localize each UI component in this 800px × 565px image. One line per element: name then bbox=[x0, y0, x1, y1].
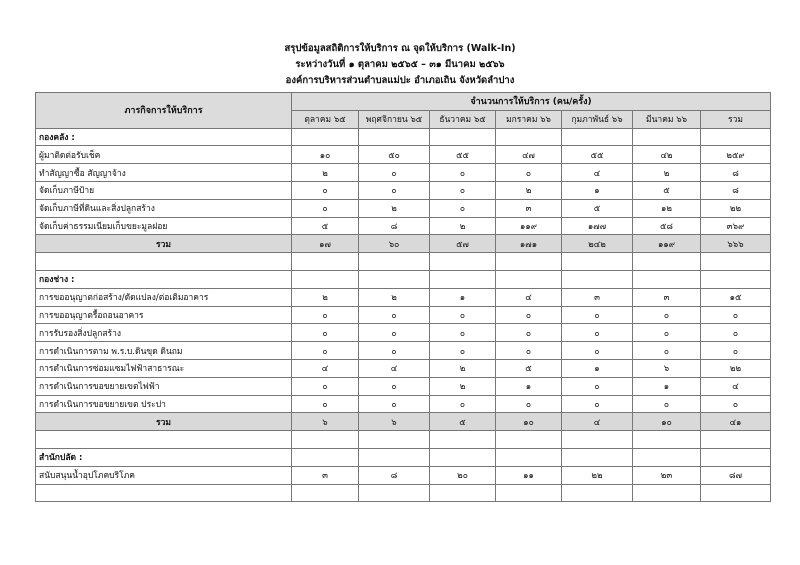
section-name: สำนักปลัด : bbox=[36, 448, 292, 466]
value-cell: ๑ bbox=[562, 359, 633, 377]
value-cell: ๓ bbox=[292, 466, 359, 484]
value-cell: ๔๒ bbox=[633, 146, 701, 164]
value-cell: ๑๕ bbox=[701, 288, 771, 306]
value-cell: ๓ bbox=[633, 288, 701, 306]
value-cell: ๖ bbox=[633, 359, 701, 377]
blank-cell bbox=[633, 431, 701, 449]
blank-row bbox=[36, 253, 771, 271]
value-cell: ๒๓ bbox=[633, 466, 701, 484]
blank-cell bbox=[430, 253, 496, 271]
blank-cell bbox=[292, 448, 359, 466]
row-label: ผู้มาติดต่อรับเช็ค bbox=[36, 146, 292, 164]
value-cell: ๒ bbox=[430, 217, 496, 235]
blank-cell bbox=[496, 253, 562, 271]
value-cell: ๐ bbox=[633, 306, 701, 324]
blank-cell bbox=[562, 431, 633, 449]
value-cell: ๑ bbox=[562, 181, 633, 199]
blank-cell bbox=[633, 128, 701, 146]
blank-cell bbox=[430, 431, 496, 449]
value-cell: ๕๘ bbox=[633, 217, 701, 235]
value-cell: ๓ bbox=[562, 288, 633, 306]
total-label: รวม bbox=[36, 235, 292, 253]
month-header: ตุลาคม ๖๕ bbox=[292, 110, 359, 128]
value-cell: ๐ bbox=[292, 199, 359, 217]
blank-cell bbox=[496, 484, 562, 502]
value-cell: ๘ bbox=[359, 466, 430, 484]
table-row bbox=[36, 466, 771, 484]
blank-cell bbox=[359, 128, 430, 146]
value-cell: ๐ bbox=[633, 324, 701, 342]
value-cell: ๓ bbox=[496, 199, 562, 217]
blank-cell bbox=[633, 253, 701, 271]
blank-cell bbox=[633, 270, 701, 288]
total-cell: ๕๗ bbox=[430, 235, 496, 253]
table-body bbox=[36, 128, 771, 502]
value-cell: ๐ bbox=[496, 342, 562, 360]
table-row bbox=[36, 217, 771, 235]
value-cell: ๐ bbox=[359, 342, 430, 360]
value-cell: ๘ bbox=[701, 181, 771, 199]
value-cell: ๕๕ bbox=[562, 146, 633, 164]
total-cell: ๖๖๖ bbox=[701, 235, 771, 253]
blank-cell bbox=[701, 253, 771, 271]
blank-cell bbox=[496, 270, 562, 288]
value-cell: ๕๕ bbox=[430, 146, 496, 164]
table-row bbox=[36, 199, 771, 217]
total-cell: ๔๑ bbox=[701, 413, 771, 431]
total-cell: ๖ bbox=[359, 413, 430, 431]
total-row bbox=[36, 413, 771, 431]
value-cell: ๘๗ bbox=[701, 466, 771, 484]
value-cell: ๑ bbox=[430, 288, 496, 306]
value-cell: ๐ bbox=[430, 306, 496, 324]
blank-cell bbox=[292, 128, 359, 146]
value-cell: ๔ bbox=[292, 359, 359, 377]
value-cell: ๐ bbox=[562, 395, 633, 413]
value-cell: ๒๒ bbox=[701, 199, 771, 217]
value-cell: ๐ bbox=[430, 181, 496, 199]
total-cell: ๒๔๒ bbox=[562, 235, 633, 253]
blank-cell bbox=[292, 484, 359, 502]
total-header: รวม bbox=[701, 110, 771, 128]
value-cell: ๕ bbox=[496, 359, 562, 377]
value-cell: ๐ bbox=[292, 342, 359, 360]
blank-cell bbox=[359, 448, 430, 466]
report-organization: องค์การบริหารส่วนตำบลแม่ปะ อำเภอเถิน จังหวัดลำปาง bbox=[285, 75, 515, 86]
value-cell: ๒ bbox=[359, 288, 430, 306]
blank-cell bbox=[359, 431, 430, 449]
value-cell: ๒ bbox=[633, 164, 701, 182]
total-cell: ๔ bbox=[562, 413, 633, 431]
month-header: กุมภาพันธ์ ๖๖ bbox=[562, 110, 633, 128]
month-header: มกราคม ๖๖ bbox=[496, 110, 562, 128]
value-cell: ๒ bbox=[430, 359, 496, 377]
value-cell: ๑ bbox=[633, 377, 701, 395]
section-header-row bbox=[36, 128, 771, 146]
value-cell: ๐ bbox=[430, 199, 496, 217]
blank-cell bbox=[633, 448, 701, 466]
row-label: จัดเก็บภาษีที่ดินและสิ่งปลูกสร้าง bbox=[36, 199, 292, 217]
report-title: สรุปข้อมูลสถิติการให้บริการ ณ จุดให้บริการ (Walk-In) bbox=[284, 43, 516, 54]
section-name: กองช่าง : bbox=[36, 270, 292, 288]
report-period: ระหว่างวันที่ ๑ ตุลาคม ๒๕๖๕ – ๓๑ มีนาคม ๒๕๖๖ bbox=[295, 59, 505, 70]
blank-cell bbox=[359, 270, 430, 288]
blank-cell bbox=[633, 484, 701, 502]
value-cell: ๕๐ bbox=[359, 146, 430, 164]
value-cell: ๒ bbox=[430, 377, 496, 395]
total-cell: ๑๗ bbox=[292, 235, 359, 253]
table-row bbox=[36, 164, 771, 182]
blank-cell bbox=[701, 128, 771, 146]
table-row bbox=[36, 181, 771, 199]
blank-cell bbox=[701, 431, 771, 449]
month-header: มีนาคม ๖๖ bbox=[633, 110, 701, 128]
value-cell: ๒ bbox=[292, 164, 359, 182]
row-label: การขออนุญาตก่อสร้าง/ดัดแปลง/ต่อเติมอาคาร bbox=[36, 288, 292, 306]
total-cell: ๖๐ bbox=[359, 235, 430, 253]
blank-cell bbox=[36, 484, 292, 502]
blank-cell bbox=[562, 270, 633, 288]
value-cell: ๑๑ bbox=[496, 466, 562, 484]
total-cell: ๑๗๑ bbox=[496, 235, 562, 253]
value-cell: ๐ bbox=[359, 377, 430, 395]
value-cell: ๑๗๗ bbox=[562, 217, 633, 235]
row-label: ทำสัญญาซื้อ สัญญาจ้าง bbox=[36, 164, 292, 182]
blank-cell bbox=[496, 431, 562, 449]
value-cell: ๒ bbox=[496, 181, 562, 199]
row-label: การดำเนินการขอขยายเขตไฟฟ้า bbox=[36, 377, 292, 395]
blank-cell bbox=[36, 431, 292, 449]
value-cell: ๕ bbox=[633, 181, 701, 199]
value-cell: ๒๕๙ bbox=[701, 146, 771, 164]
value-cell: ๐ bbox=[359, 395, 430, 413]
value-cell: ๑๑๙ bbox=[496, 217, 562, 235]
total-cell: ๑๑๙ bbox=[633, 235, 701, 253]
value-cell: ๐ bbox=[496, 164, 562, 182]
value-cell: ๐ bbox=[292, 181, 359, 199]
report-title-block bbox=[0, 41, 800, 89]
value-cell: ๐ bbox=[633, 395, 701, 413]
total-label: รวม bbox=[36, 413, 292, 431]
blank-cell bbox=[430, 448, 496, 466]
value-cell: ๒ bbox=[359, 199, 430, 217]
value-cell: ๐ bbox=[633, 342, 701, 360]
value-cell: ๐ bbox=[701, 324, 771, 342]
value-cell: ๕ bbox=[292, 217, 359, 235]
service-statistics-table bbox=[35, 92, 771, 502]
value-cell: ๒๒ bbox=[701, 359, 771, 377]
blank-cell bbox=[496, 448, 562, 466]
value-cell: ๐ bbox=[359, 324, 430, 342]
total-cell: ๑๐ bbox=[633, 413, 701, 431]
value-cell: ๐ bbox=[496, 395, 562, 413]
blank-cell bbox=[36, 253, 292, 271]
blank-cell bbox=[562, 484, 633, 502]
section-name: กองคลัง : bbox=[36, 128, 292, 146]
row-label: จัดเก็บค่าธรรมเนียมเก็บขยะมูลฝอย bbox=[36, 217, 292, 235]
blank-cell bbox=[562, 128, 633, 146]
section-header-row bbox=[36, 448, 771, 466]
value-cell: ๒ bbox=[292, 288, 359, 306]
value-cell: ๐ bbox=[701, 306, 771, 324]
table-row bbox=[36, 306, 771, 324]
row-label: การดำเนินการซ่อมแซมไฟฟ้าสาธารณะ bbox=[36, 359, 292, 377]
value-cell: ๐ bbox=[292, 377, 359, 395]
value-cell: ๕ bbox=[562, 199, 633, 217]
blank-row bbox=[36, 484, 771, 502]
blank-cell bbox=[292, 270, 359, 288]
value-cell: ๑๐ bbox=[292, 146, 359, 164]
table-row bbox=[36, 146, 771, 164]
value-cell: ๐ bbox=[359, 306, 430, 324]
table-row bbox=[36, 359, 771, 377]
table-row bbox=[36, 395, 771, 413]
value-cell: ๔ bbox=[701, 377, 771, 395]
header-mission: ภารกิจการให้บริการ bbox=[36, 93, 292, 129]
value-cell: ๘ bbox=[359, 217, 430, 235]
value-cell: ๔ bbox=[562, 164, 633, 182]
table-row bbox=[36, 377, 771, 395]
value-cell: ๐ bbox=[496, 306, 562, 324]
blank-cell bbox=[359, 253, 430, 271]
blank-cell bbox=[292, 431, 359, 449]
blank-cell bbox=[292, 253, 359, 271]
value-cell: ๐ bbox=[359, 181, 430, 199]
row-label: จัดเก็บภาษีป้าย bbox=[36, 181, 292, 199]
value-cell: ๐ bbox=[701, 395, 771, 413]
blank-cell bbox=[562, 448, 633, 466]
table-row bbox=[36, 324, 771, 342]
blank-cell bbox=[430, 484, 496, 502]
value-cell: ๔ bbox=[496, 288, 562, 306]
blank-cell bbox=[701, 484, 771, 502]
value-cell: ๐ bbox=[562, 324, 633, 342]
total-cell: ๖ bbox=[292, 413, 359, 431]
value-cell: ๐ bbox=[496, 324, 562, 342]
table-row bbox=[36, 288, 771, 306]
value-cell: ๐ bbox=[430, 324, 496, 342]
value-cell: ๔ bbox=[359, 359, 430, 377]
value-cell: ๐ bbox=[292, 324, 359, 342]
row-label: การรับรองสิ่งปลูกสร้าง bbox=[36, 324, 292, 342]
blank-row bbox=[36, 431, 771, 449]
value-cell: ๐ bbox=[701, 342, 771, 360]
value-cell: ๔๗ bbox=[496, 146, 562, 164]
row-label: การดำเนินการตาม พ.ร.บ.ดินขุด ดินถม bbox=[36, 342, 292, 360]
row-label: การดำเนินการขอขยายเขต ประปา bbox=[36, 395, 292, 413]
blank-cell bbox=[430, 128, 496, 146]
month-header: พฤศจิกายน ๖๕ bbox=[359, 110, 430, 128]
value-cell: ๒๒ bbox=[562, 466, 633, 484]
value-cell: ๐ bbox=[430, 395, 496, 413]
value-cell: ๘ bbox=[701, 164, 771, 182]
section-header-row bbox=[36, 270, 771, 288]
header-service-count: จำนวนการให้บริการ (คน/ครั้ง) bbox=[292, 93, 771, 111]
value-cell: ๐ bbox=[562, 342, 633, 360]
total-cell: ๕ bbox=[430, 413, 496, 431]
total-cell: ๑๐ bbox=[496, 413, 562, 431]
value-cell: ๐ bbox=[359, 164, 430, 182]
value-cell: ๐ bbox=[430, 164, 496, 182]
blank-cell bbox=[359, 484, 430, 502]
value-cell: ๓๖๙ bbox=[701, 217, 771, 235]
table-row bbox=[36, 342, 771, 360]
blank-cell bbox=[496, 128, 562, 146]
row-label: การขออนุญาตรื้อถอนอาคาร bbox=[36, 306, 292, 324]
value-cell: ๐ bbox=[562, 306, 633, 324]
month-header: ธันวาคม ๖๕ bbox=[430, 110, 496, 128]
blank-cell bbox=[430, 270, 496, 288]
value-cell: ๐ bbox=[292, 306, 359, 324]
value-cell: ๑ bbox=[496, 377, 562, 395]
value-cell: ๐ bbox=[292, 395, 359, 413]
blank-cell bbox=[701, 448, 771, 466]
blank-cell bbox=[701, 270, 771, 288]
total-row bbox=[36, 235, 771, 253]
value-cell: ๐ bbox=[430, 342, 496, 360]
value-cell: ๑๒ bbox=[633, 199, 701, 217]
value-cell: ๒๐ bbox=[430, 466, 496, 484]
blank-cell bbox=[562, 253, 633, 271]
value-cell: ๐ bbox=[562, 377, 633, 395]
row-label: สนับสนุนน้ำอุปโภคบริโภค bbox=[36, 466, 292, 484]
